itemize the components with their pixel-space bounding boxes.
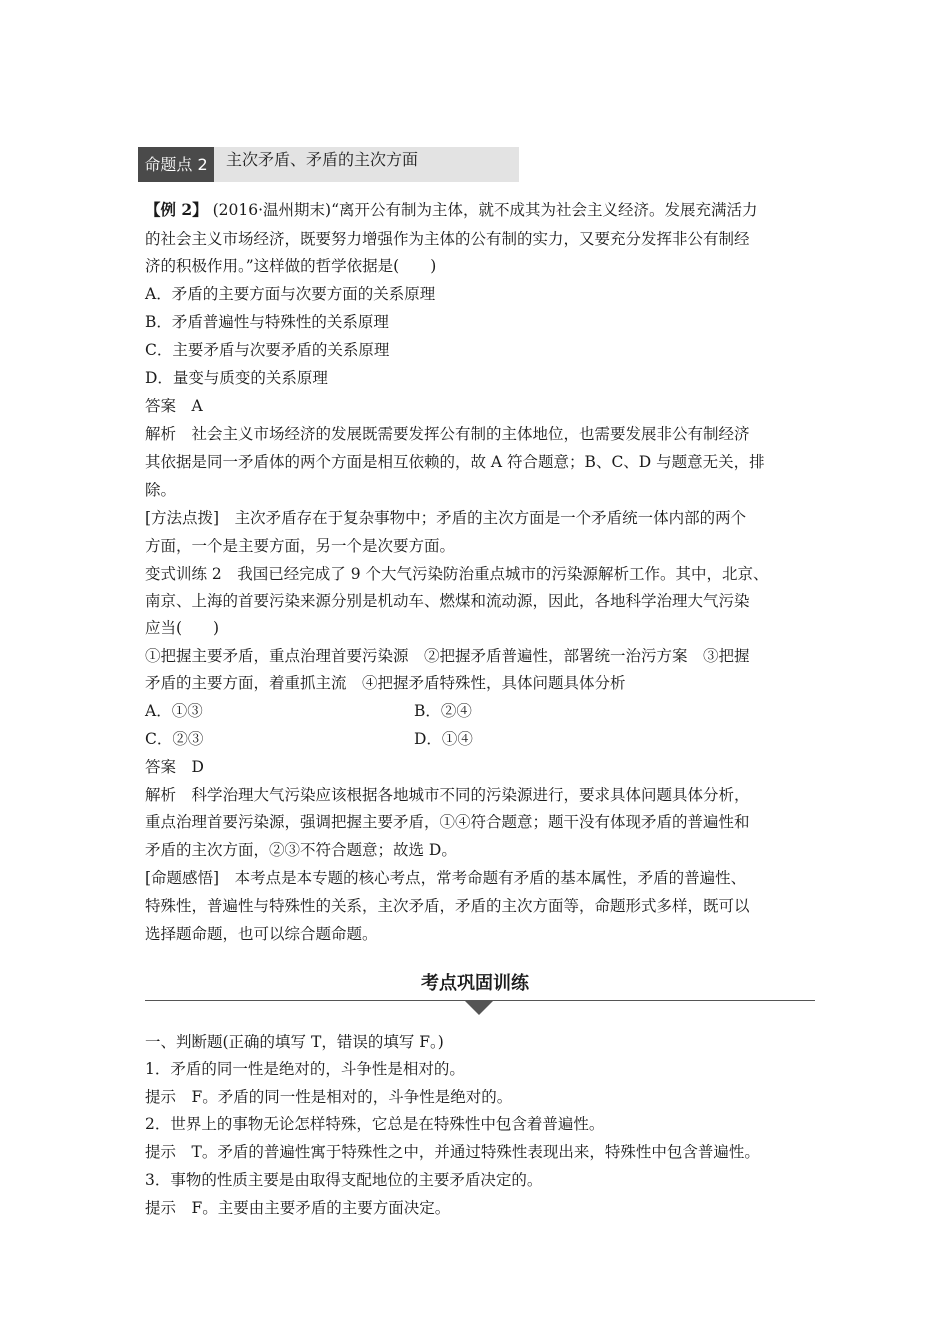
example-analysis-2: 其依据是同一矛盾体的两个方面是相互依赖的，故 A 符合题意；B、C、D 与题意无关，排 xyxy=(145,453,765,471)
variant-option-d: D．①④ xyxy=(414,730,473,748)
variant-analysis-1: 解析 科学治理大气污染应该根据各地城市不同的污染源进行，要求具体问题具体分析， xyxy=(145,786,750,804)
example-label: 【例 2】 xyxy=(145,200,208,219)
judgement-intro: 一、判断题(正确的填写 T，错误的填写 F。) xyxy=(145,1033,444,1051)
judgement-hint-3: 提示 F。主要由主要矛盾的主要方面决定。 xyxy=(145,1199,451,1217)
example-analysis-1: 解析 社会主义市场经济的发展既需要发挥公有制的主体地位，也需要发展非公有制经济 xyxy=(145,425,750,443)
variant-answer: 答案 D xyxy=(145,758,204,776)
section-header xyxy=(138,147,519,182)
example-stem-3: 济的积极作用。”这样做的哲学依据是( ) xyxy=(145,257,437,275)
example-stem-2: 的社会主义市场经济，既要努力增强作为主体的公有制的实力，又要充分发挥非公有制经 xyxy=(145,230,750,248)
example-option-d: D．量变与质变的关系原理 xyxy=(145,369,328,387)
insight-2: 特殊性，普遍性与特殊性的关系，主次矛盾，矛盾的主次方面等，命题形式多样，既可以 xyxy=(145,897,750,915)
example-option-c: C．主要矛盾与次要矛盾的关系原理 xyxy=(145,341,390,359)
variant-items-2: 矛盾的主要方面，着重抓主流 ④把握矛盾特殊性，具体问题具体分析 xyxy=(145,674,626,692)
variant-stem-1: 变式训练 2 我国已经完成了 9 个大气污染防治重点城市的污染源解析工作。其中，北京、 xyxy=(145,565,769,583)
variant-stem-2: 南京、上海的首要污染来源分别是机动车、燃煤和流动源，因此，各地科学治理大气污染 xyxy=(145,592,750,610)
example-stem-1: (2016·温州期末)“离开公有制为主体，就不成其为社会主义经济。发展充满活力 xyxy=(207,201,758,219)
variant-option-b: B．②④ xyxy=(414,702,472,720)
judgement-q2: 2．世界上的事物无论怎样特殊，它总是在特殊性中包含着普遍性。 xyxy=(145,1115,605,1133)
consolidation-title: 考点巩固训练 xyxy=(421,973,529,994)
variant-items-1: ①把握主要矛盾，重点治理首要污染源 ②把握矛盾普遍性，部署统一治污方案 ③把握 xyxy=(145,647,750,665)
judgement-hint-1: 提示 F。矛盾的同一性是相对的，斗争性是绝对的。 xyxy=(145,1088,513,1106)
variant-stem-3: 应当( ) xyxy=(145,619,220,637)
variant-analysis-2: 重点治理首要污染源，强调把握主要矛盾，①④符合题意；题干没有体现矛盾的普遍性和 xyxy=(145,813,750,831)
method-tip-2: 方面，一个是主要方面，另一个是次要方面。 xyxy=(145,537,456,555)
variant-option-a: A．①③ xyxy=(145,702,203,720)
insight-3: 选择题命题，也可以综合题命题。 xyxy=(145,925,378,943)
triangle-down-icon xyxy=(465,1001,493,1015)
example-option-a: A．矛盾的主要方面与次要方面的关系原理 xyxy=(145,285,436,303)
judgement-hint-2: 提示 T。矛盾的普遍性寓于特殊性之中，并通过特殊性表现出来，特殊性中包含普遍性。 xyxy=(145,1143,760,1161)
section-title: 主次矛盾、矛盾的主次方面 xyxy=(226,150,419,169)
method-tip-1: [方法点拨] 主次矛盾存在于复杂事物中；矛盾的主次方面是一个矛盾统一体内部的两个 xyxy=(145,509,747,527)
example-answer: 答案 A xyxy=(145,397,203,415)
section-tag: 命题点 2 xyxy=(138,147,214,182)
example-line-1 xyxy=(145,200,758,220)
judgement-q1: 1．矛盾的同一性是绝对的，斗争性是相对的。 xyxy=(145,1060,465,1078)
example-analysis-3: 除。 xyxy=(145,481,177,499)
variant-option-c: C．②③ xyxy=(145,730,204,748)
variant-analysis-3: 矛盾的主次方面，②③不符合题意；故选 D。 xyxy=(145,841,457,859)
example-option-b: B．矛盾普遍性与特殊性的关系原理 xyxy=(145,313,389,331)
insight-1: [命题感悟] 本考点是本专题的核心考点，常考命题有矛盾的基本属性，矛盾的普遍性、 xyxy=(145,869,747,887)
judgement-q3: 3．事物的性质主要是由取得支配地位的主要矛盾决定的。 xyxy=(145,1171,543,1189)
